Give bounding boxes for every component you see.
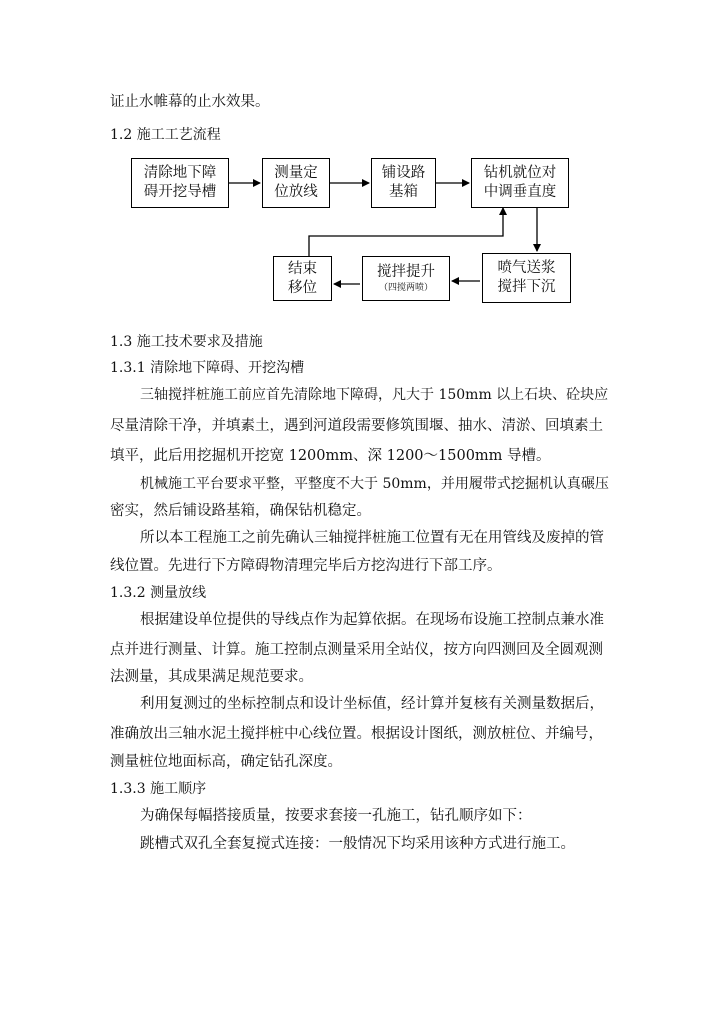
- para-1-3-1-c-line2: 线位置。先进行下方障碍物清理完毕后方挖沟进行下部工序。: [110, 558, 502, 574]
- section-1-3-2-heading: 1.3.2 测量放线: [110, 585, 207, 601]
- flow-step-7-line1: 结束: [288, 260, 317, 277]
- flow-step-2-line2: 位放线: [274, 184, 318, 200]
- para-1-3-2-b-line2: 准确放出三轴水泥土搅拌桩中心线位置。根据设计图纸，测放桩位、并编号，: [110, 726, 603, 742]
- para-1-3-1-b-line1: 机械施工平台要求平整，平整度不大于 50mm，并用履带式挖掘机认真碾压: [140, 476, 609, 492]
- flow-step-5-line2: 搅拌下沉: [497, 279, 556, 295]
- flow-step-1-line1: 清除地下障: [143, 165, 217, 181]
- flow-step-5-line1: 喷气送浆: [497, 260, 556, 276]
- para-1-3-3-b: 跳槽式双孔全套复搅式连接：一般情况下均采用该种方式进行施工。: [140, 836, 575, 852]
- para-1-3-1-c-line1: 所以本工程施工之前先确认三轴搅拌桩施工位置有无在用管线及废掉的管: [140, 530, 604, 546]
- para-1-3-2-a-line1: 根据建设单位提供的导线点作为起算依据。在现场布设施工控制点兼水准: [140, 612, 604, 628]
- flow-step-spray-sink: [482, 253, 571, 303]
- flow-step-1-line2: 碍开挖导槽: [143, 184, 217, 200]
- flow-step-finish-move: [273, 256, 332, 301]
- flow-step-4-line1: 钻机就位对: [483, 165, 557, 181]
- flow-step-7-line2: 移位: [288, 279, 317, 296]
- section-1-2-heading: 1.2 施工工艺流程: [110, 127, 221, 143]
- flow-step-4-line2: 中调垂直度: [483, 184, 557, 200]
- loop-back-line: [309, 208, 503, 256]
- flow-step-2-line1: 测量定: [274, 165, 318, 181]
- flow-step-clear-obstacles: [131, 158, 229, 208]
- para-1-3-1-a-line2: 尽量清除干净，并填素土，遇到河道段需要修筑围堰、抽水、清淤、回填素土: [110, 418, 603, 434]
- flow-step-drill-position: [471, 158, 569, 208]
- section-1-3-1-heading: 1.3.1 清除地下障碍、开挖沟槽: [110, 360, 305, 376]
- flow-step-3-line2: 基箱: [389, 184, 418, 200]
- para-1-3-1-a-line3: 填平，此后用挖掘机开挖宽 1200mm、深 1200～1500mm 导槽。: [110, 448, 551, 464]
- intro-line: 证止水帷幕的止水效果。: [110, 94, 270, 110]
- para-1-3-2-a-line2: 点并进行测量、计算。施工控制点测量采用全站仪，按方向四测回及全圆观测: [110, 642, 603, 658]
- para-1-3-2-a-line3: 法测量，其成果满足规范要求。: [110, 669, 313, 685]
- section-1-3-3-heading: 1.3.3 施工顺序: [110, 781, 207, 797]
- flow-step-6-line2: （四搅两喷）: [378, 283, 433, 293]
- para-1-3-2-b-line1: 利用复测过的坐标控制点和设计坐标值，经计算并复核有关测量数据后，: [140, 696, 604, 712]
- flow-step-lay-roadbed: [371, 158, 436, 208]
- flow-step-6-line1: 搅拌提升: [377, 264, 435, 280]
- para-1-3-2-b-line3: 测量桩位地面标高，确定钻孔深度。: [110, 754, 342, 770]
- flow-step-3-line1: 铺设路: [381, 165, 426, 181]
- para-1-3-1-a-line1: 三轴搅拌桩施工前应首先清除地下障碍，凡大于 150mm 以上石块、砼块应: [140, 387, 609, 403]
- flow-step-survey: [262, 158, 330, 208]
- para-1-3-3-a: 为确保每幅搭接质量，按要求套接一孔施工，钻孔顺序如下：: [140, 808, 532, 824]
- flow-step-mix-lift: [362, 256, 450, 301]
- section-1-3-heading: 1.3 施工技术要求及措施: [110, 334, 263, 350]
- para-1-3-1-b-line2: 密实，然后铺设路基箱，确保钻机稳定。: [110, 503, 371, 519]
